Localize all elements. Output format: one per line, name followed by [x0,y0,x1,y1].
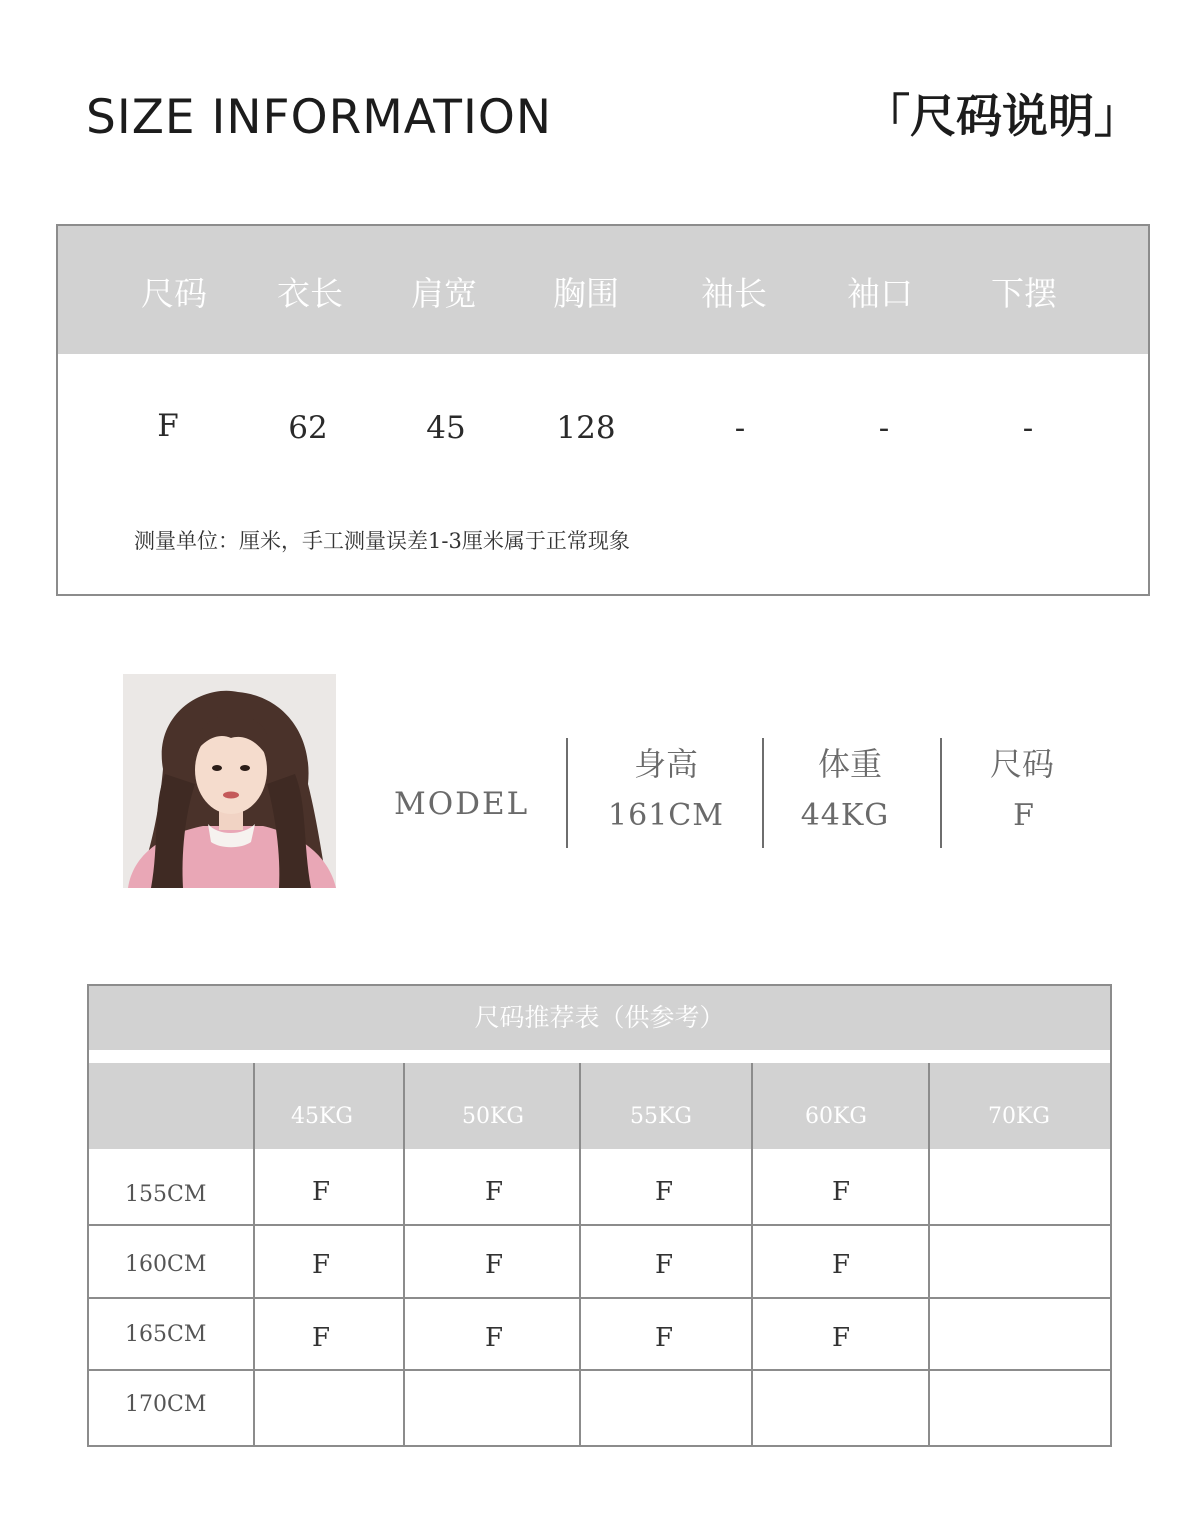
size-value-cell: 62 [288,410,328,446]
size-value-cell: 45 [426,410,466,446]
divider [566,738,568,848]
recommend-cell: F [484,1323,504,1353]
height-row-label: 165CM [125,1322,207,1347]
recommend-cell: F [831,1250,851,1280]
model-portrait-icon [123,674,336,888]
weight-header: 55KG [629,1104,693,1129]
model-size-label: 尺码 [989,745,1055,783]
model-label: MODEL [394,786,530,822]
recommendation-header [89,1063,1110,1149]
size-value-cell: 128 [556,410,616,446]
size-header-cell: 胸围 [553,274,619,313]
model-weight-label: 体重 [817,745,883,783]
size-header-cell: 袖长 [701,274,767,313]
model-height-label: 身高 [633,745,699,783]
measurement-note: 测量单位：厘米，手工测量误差1-3厘米属于正常现象 [134,529,630,553]
recommend-cell: F [654,1177,674,1207]
weight-header: 70KG [987,1104,1051,1129]
size-table [56,224,1150,596]
grid-line [579,1063,581,1447]
grid-line [928,1063,930,1447]
grid-line [751,1063,753,1447]
model-size-value: F [1013,798,1035,833]
size-value-cell: - [1022,410,1034,446]
recommend-cell: F [311,1250,331,1280]
divider [762,738,764,848]
recommend-cell: F [831,1177,851,1207]
recommend-cell: F [484,1177,504,1207]
height-row-label: 170CM [125,1392,207,1417]
recommend-cell: F [311,1323,331,1353]
recommend-cell: F [654,1250,674,1280]
model-weight-value: 44KG [800,798,890,833]
recommend-cell: F [484,1250,504,1280]
weight-header: 60KG [804,1104,868,1129]
size-header-cell: 肩宽 [411,274,477,313]
grid-line [89,1297,1110,1299]
weight-header: 50KG [461,1104,525,1129]
recommend-cell: F [311,1177,331,1207]
height-row-label: 160CM [125,1252,207,1277]
grid-line [403,1063,405,1447]
size-header-cell: 袖口 [847,274,913,313]
size-recommendation-table [87,984,1112,1447]
size-value-cell: - [734,410,746,446]
recommend-cell: F [831,1323,851,1353]
size-header-cell: 下摆 [991,274,1057,313]
height-row-label: 155CM [125,1182,207,1207]
model-photo [123,674,336,888]
size-value-cell: - [878,410,890,446]
page-title-cn: 「尺码说明」 [864,89,1140,143]
grid-line [89,1224,1110,1226]
weight-header: 45KG [290,1104,354,1129]
size-header-cell: 尺码 [141,274,207,313]
recommendation-title: 尺码推荐表（供参考） [474,1003,725,1032]
model-height-value: 161CM [608,798,724,833]
size-header-cell: 衣长 [277,274,343,313]
grid-line [89,1369,1110,1371]
grid-line [253,1063,255,1447]
recommend-cell: F [654,1323,674,1353]
divider [940,738,942,848]
page-title-en: SIZE INFORMATION [86,90,553,145]
size-value-cell: F [157,408,179,444]
